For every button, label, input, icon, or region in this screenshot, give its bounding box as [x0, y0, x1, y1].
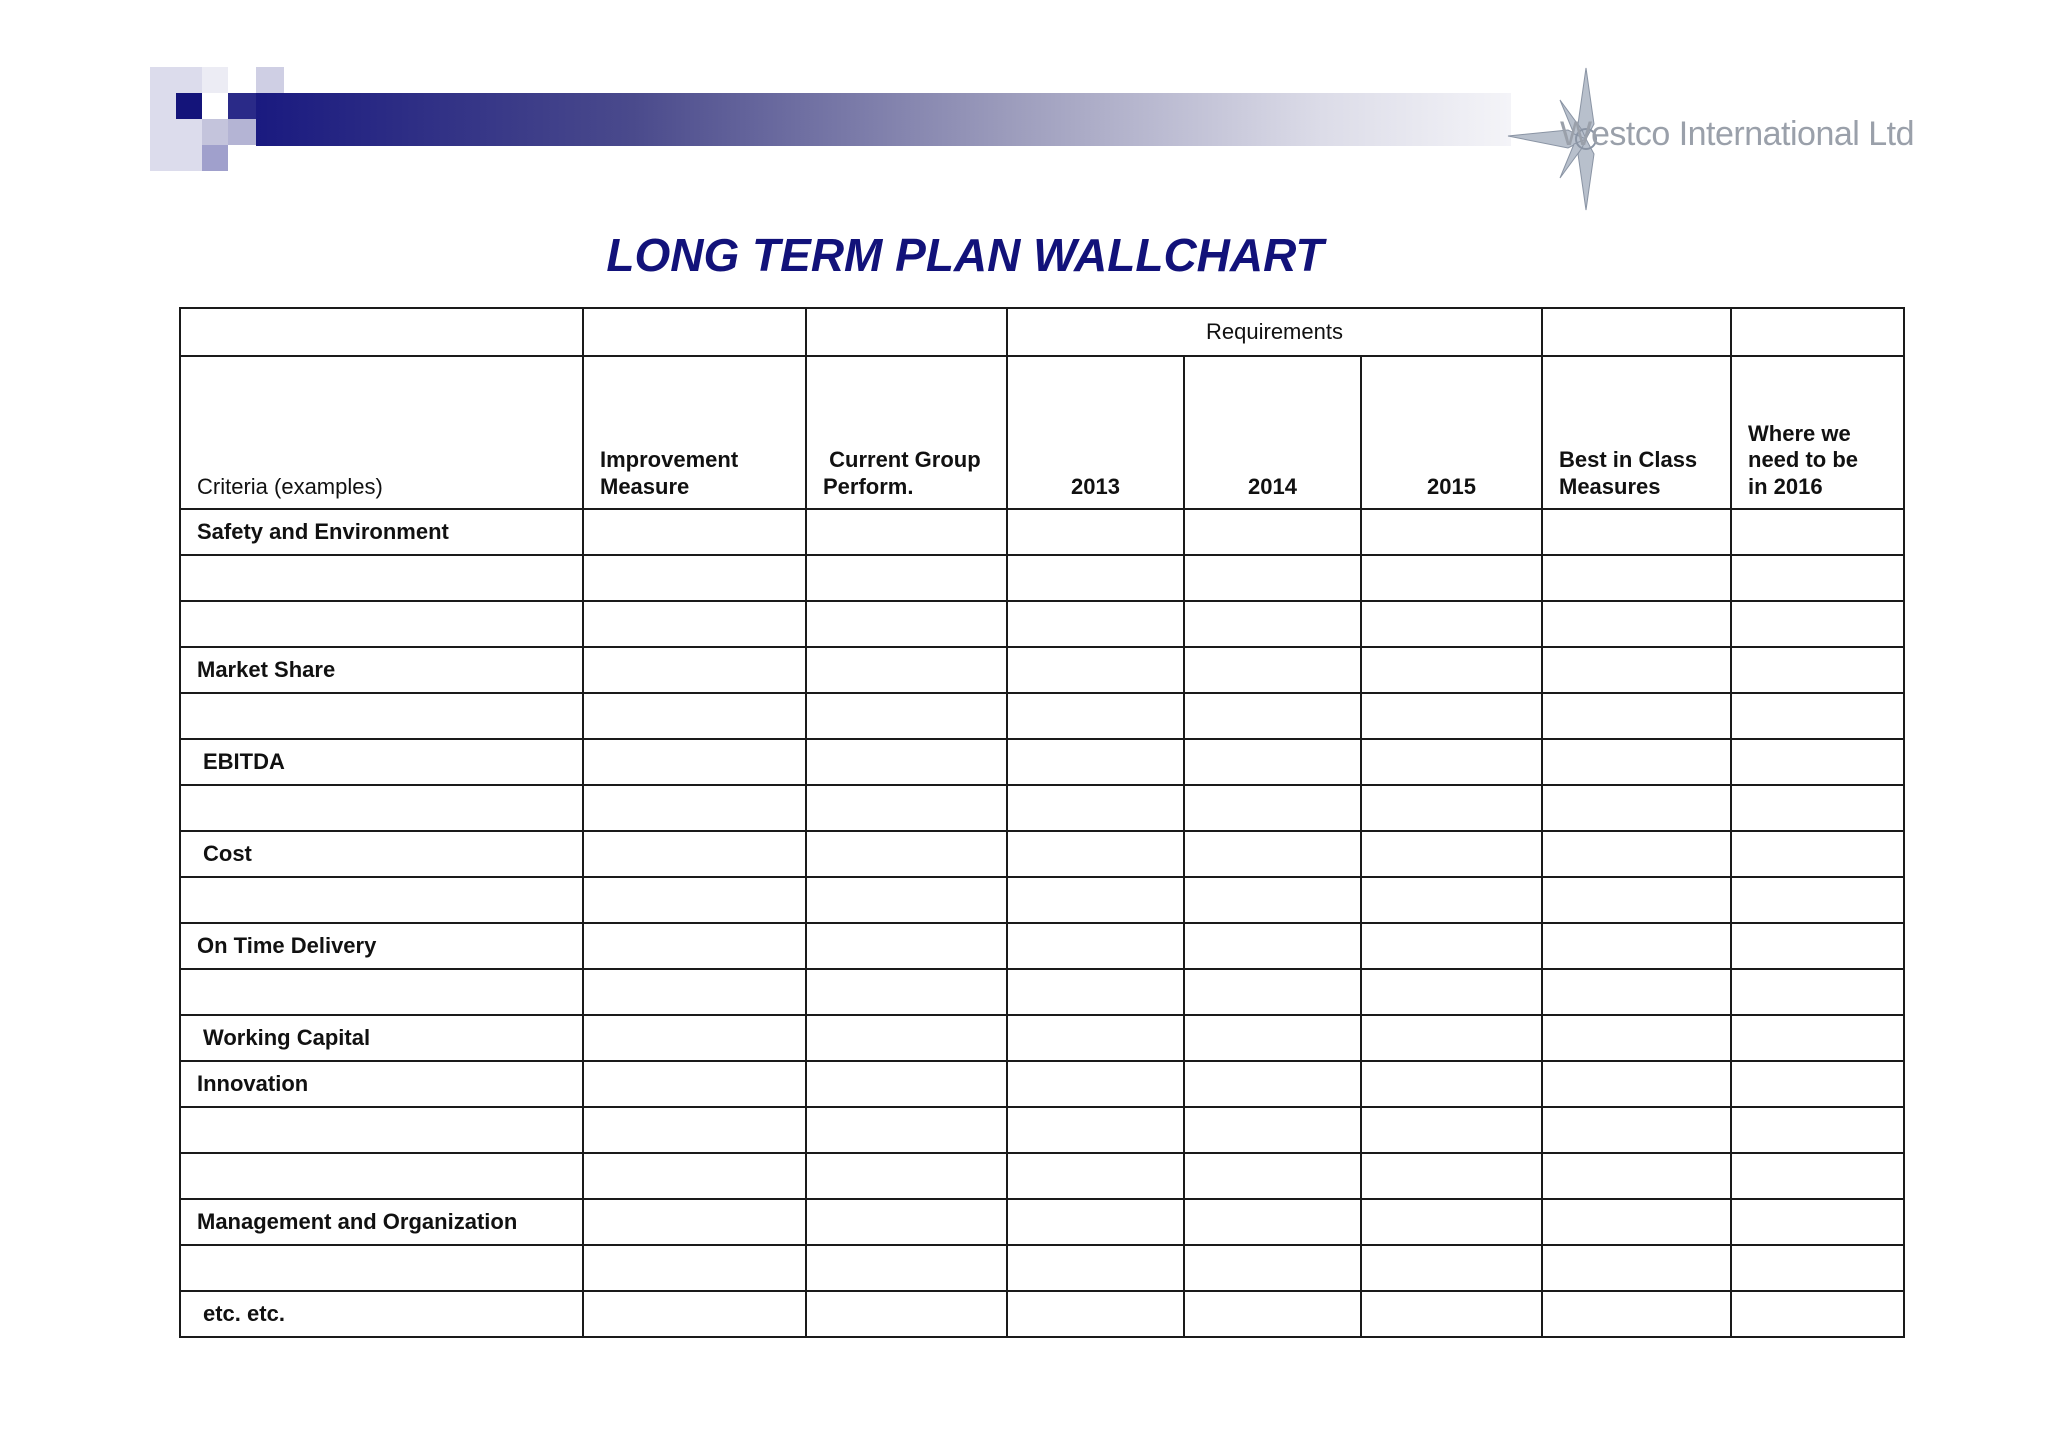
criteria-cell[interactable]: Market Share — [180, 647, 583, 693]
header-text: Where we — [1748, 420, 1851, 446]
table-row — [180, 693, 1904, 739]
year-2015-header: 2015 — [1361, 356, 1542, 509]
table-row — [180, 1199, 1904, 1245]
table-cell[interactable] — [1542, 601, 1731, 647]
table-cell[interactable] — [1361, 1291, 1542, 1337]
table-cell[interactable] — [1007, 969, 1184, 1015]
table-cell[interactable] — [806, 923, 1007, 969]
header-gradient-band — [256, 93, 1511, 146]
where-2016-header — [1731, 356, 1904, 509]
table-cell[interactable] — [806, 1245, 1007, 1291]
table-row — [180, 509, 1904, 555]
table-cell[interactable] — [1007, 509, 1184, 555]
table-cell[interactable] — [806, 1107, 1007, 1153]
table-row — [180, 831, 1904, 877]
table-cell[interactable] — [1007, 1015, 1184, 1061]
table-cell[interactable] — [1361, 555, 1542, 601]
logo-square — [150, 67, 202, 171]
header-text: Perform. — [823, 473, 914, 499]
table-row — [180, 1015, 1904, 1061]
criteria-cell[interactable]: On Time Delivery — [180, 923, 583, 969]
table-row — [180, 785, 1904, 831]
table-row — [180, 647, 1904, 693]
criteria-cell[interactable]: EBITDA — [180, 739, 583, 785]
table-cell[interactable] — [1361, 1245, 1542, 1291]
table-row — [180, 601, 1904, 647]
table-cell[interactable] — [1007, 693, 1184, 739]
table-cell[interactable] — [1361, 1107, 1542, 1153]
table-cell[interactable] — [806, 739, 1007, 785]
year-2014-header: 2014 — [1184, 356, 1361, 509]
table-row — [180, 1291, 1904, 1337]
table-cell[interactable] — [1184, 785, 1361, 831]
header-text: in 2016 — [1748, 473, 1823, 499]
group-header-row — [180, 308, 1904, 356]
table-cell[interactable] — [806, 647, 1007, 693]
table-cell[interactable] — [1731, 785, 1904, 831]
table-cell[interactable] — [1007, 1245, 1184, 1291]
table-cell[interactable] — [1542, 969, 1731, 1015]
table-cell[interactable] — [1007, 1291, 1184, 1337]
table-cell[interactable] — [1007, 1107, 1184, 1153]
table-cell[interactable] — [1007, 831, 1184, 877]
table-cell[interactable] — [1184, 923, 1361, 969]
table-cell[interactable] — [1361, 785, 1542, 831]
table-cell[interactable] — [1542, 877, 1731, 923]
table-row — [180, 923, 1904, 969]
header-text: Measure — [600, 473, 690, 499]
table-cell[interactable] — [1184, 877, 1361, 923]
table-cell[interactable] — [1007, 601, 1184, 647]
table-cell[interactable] — [806, 693, 1007, 739]
table-cell[interactable] — [1184, 1199, 1361, 1245]
table-cell[interactable] — [1731, 308, 1904, 356]
criteria-cell[interactable]: Management and Organization — [180, 1199, 583, 1245]
table-cell[interactable] — [1361, 601, 1542, 647]
table-cell[interactable] — [583, 601, 806, 647]
table-cell[interactable] — [1361, 1061, 1542, 1107]
table-row — [180, 1153, 1904, 1199]
table-cell[interactable] — [1184, 601, 1361, 647]
table-cell[interactable] — [1542, 1245, 1731, 1291]
criteria-cell[interactable]: etc. etc. — [180, 1291, 583, 1337]
wallchart-table — [179, 307, 1905, 1338]
table-row — [180, 739, 1904, 785]
header-text: Current Group — [829, 447, 981, 473]
table-cell[interactable] — [1731, 1015, 1904, 1061]
table-cell[interactable] — [1007, 1199, 1184, 1245]
table-cell[interactable] — [583, 923, 806, 969]
table-cell[interactable] — [1731, 1291, 1904, 1337]
table-cell[interactable] — [806, 1153, 1007, 1199]
table-cell[interactable] — [1361, 647, 1542, 693]
table-cell[interactable] — [1184, 969, 1361, 1015]
column-header-row — [180, 356, 1904, 509]
table-cell[interactable] — [1542, 785, 1731, 831]
criteria-cell[interactable]: Innovation — [180, 1061, 583, 1107]
page-title: LONG TERM PLAN WALLCHART — [606, 229, 1324, 281]
table-cell[interactable] — [1007, 555, 1184, 601]
header-decoration — [0, 0, 2048, 220]
logo-square — [202, 145, 228, 171]
table-cell[interactable] — [1542, 693, 1731, 739]
logo-square — [256, 67, 284, 93]
improvement-measure-header — [583, 356, 806, 509]
table-cell[interactable] — [1007, 647, 1184, 693]
table-cell[interactable] — [583, 308, 806, 356]
table-cell[interactable] — [583, 785, 806, 831]
header-text: Improvement — [600, 447, 739, 473]
table-cell[interactable] — [1731, 601, 1904, 647]
table-row — [180, 969, 1904, 1015]
table-cell[interactable] — [806, 877, 1007, 923]
company-name: Westco International Ltd — [1560, 115, 1915, 153]
table-cell[interactable] — [1007, 923, 1184, 969]
table-row — [180, 1245, 1904, 1291]
table-cell[interactable] — [1184, 509, 1361, 555]
table-cell[interactable] — [1361, 1015, 1542, 1061]
criteria-header — [180, 356, 583, 509]
table-cell[interactable] — [583, 831, 806, 877]
table-cell[interactable] — [180, 308, 583, 356]
table-cell[interactable] — [806, 1061, 1007, 1107]
table-cell[interactable] — [1731, 555, 1904, 601]
current-group-header — [806, 356, 1007, 509]
table-cell[interactable] — [1731, 923, 1904, 969]
table-row — [180, 1107, 1904, 1153]
table-cell[interactable] — [1731, 877, 1904, 923]
criteria-cell[interactable] — [180, 601, 583, 647]
table-cell[interactable] — [806, 1015, 1007, 1061]
table-cell[interactable] — [1007, 739, 1184, 785]
table-cell[interactable] — [1007, 785, 1184, 831]
table-cell[interactable] — [1361, 969, 1542, 1015]
table-cell[interactable] — [1184, 1107, 1361, 1153]
requirements-header: Requirements — [1007, 308, 1542, 356]
table-cell[interactable] — [1184, 1291, 1361, 1337]
table-cell[interactable] — [583, 969, 806, 1015]
table-cell[interactable] — [1361, 831, 1542, 877]
table-cell[interactable] — [583, 1153, 806, 1199]
table-cell[interactable] — [1542, 1291, 1731, 1337]
table-cell[interactable] — [583, 1061, 806, 1107]
table-cell[interactable] — [583, 509, 806, 555]
criteria-cell[interactable] — [180, 693, 583, 739]
table-cell[interactable] — [1542, 1199, 1731, 1245]
header-text: Best in Class — [1559, 447, 1698, 473]
table-row — [180, 555, 1904, 601]
table-cell[interactable] — [1184, 1245, 1361, 1291]
table-row — [180, 877, 1904, 923]
table-cell[interactable] — [583, 647, 806, 693]
table-cell[interactable] — [1361, 877, 1542, 923]
table-cell[interactable] — [806, 1199, 1007, 1245]
table-cell[interactable] — [1184, 739, 1361, 785]
logo-square — [228, 119, 256, 145]
table-cell[interactable] — [583, 1291, 806, 1337]
table-cell[interactable] — [1542, 1107, 1731, 1153]
table-cell[interactable] — [1542, 831, 1731, 877]
year-2013-header: 2013 — [1007, 356, 1184, 509]
table-cell[interactable] — [1542, 1015, 1731, 1061]
table-cell[interactable] — [806, 785, 1007, 831]
table-cell[interactable] — [1184, 1015, 1361, 1061]
table-cell[interactable] — [1542, 923, 1731, 969]
table-cell[interactable] — [1731, 1199, 1904, 1245]
criteria-cell[interactable] — [180, 1245, 583, 1291]
table-cell[interactable] — [583, 1107, 806, 1153]
criteria-cell[interactable]: Working Capital — [180, 1015, 583, 1061]
table-cell[interactable] — [1731, 693, 1904, 739]
table-cell[interactable] — [1731, 1245, 1904, 1291]
table-cell[interactable] — [1731, 831, 1904, 877]
criteria-cell[interactable] — [180, 1153, 583, 1199]
table-cell[interactable] — [806, 831, 1007, 877]
table-cell[interactable] — [1184, 831, 1361, 877]
table-cell[interactable] — [583, 877, 806, 923]
table-cell[interactable] — [1184, 1153, 1361, 1199]
table-row — [180, 1061, 1904, 1107]
table-cell[interactable] — [806, 601, 1007, 647]
table-cell[interactable] — [1361, 693, 1542, 739]
table-cell[interactable] — [1361, 509, 1542, 555]
criteria-cell[interactable] — [180, 969, 583, 1015]
table-cell[interactable] — [1542, 509, 1731, 555]
table-cell[interactable] — [1542, 308, 1731, 356]
table-cell[interactable] — [1007, 877, 1184, 923]
table-cell[interactable] — [583, 1015, 806, 1061]
table-cell[interactable] — [1361, 923, 1542, 969]
table-cell[interactable] — [1542, 739, 1731, 785]
table-cell[interactable] — [583, 739, 806, 785]
table-cell[interactable] — [1731, 1153, 1904, 1199]
table-cell[interactable] — [1361, 739, 1542, 785]
table-cell[interactable] — [1184, 647, 1361, 693]
table-cell[interactable] — [1542, 1153, 1731, 1199]
table-cell[interactable] — [1542, 555, 1731, 601]
table-cell[interactable] — [806, 308, 1007, 356]
table-cell[interactable] — [583, 693, 806, 739]
logo-square — [202, 67, 228, 93]
table-cell[interactable] — [1731, 509, 1904, 555]
criteria-cell[interactable]: Safety and Environment — [180, 509, 583, 555]
table-cell[interactable] — [1184, 693, 1361, 739]
table-cell[interactable] — [806, 555, 1007, 601]
criteria-cell[interactable] — [180, 877, 583, 923]
table-cell[interactable] — [1542, 1061, 1731, 1107]
table-cell[interactable] — [1731, 1061, 1904, 1107]
header-text: Measures — [1559, 473, 1661, 499]
table-cell[interactable] — [1007, 1061, 1184, 1107]
table-cell[interactable] — [1361, 1199, 1542, 1245]
header-text: need to be — [1748, 447, 1859, 473]
criteria-cell[interactable] — [180, 1107, 583, 1153]
table-cell[interactable] — [1731, 1107, 1904, 1153]
table-cell[interactable] — [1731, 647, 1904, 693]
criteria-cell[interactable] — [180, 785, 583, 831]
logo-square — [202, 119, 228, 145]
table-cell[interactable] — [806, 969, 1007, 1015]
table-cell[interactable] — [806, 1291, 1007, 1337]
table-cell[interactable] — [583, 1199, 806, 1245]
criteria-cell[interactable]: Cost — [180, 831, 583, 877]
table-cell[interactable] — [1731, 969, 1904, 1015]
criteria-cell[interactable] — [180, 555, 583, 601]
table-cell[interactable] — [583, 1245, 806, 1291]
table-cell[interactable] — [1007, 1153, 1184, 1199]
table-cell[interactable] — [583, 555, 806, 601]
table-cell[interactable] — [806, 509, 1007, 555]
table-cell[interactable] — [1184, 1061, 1361, 1107]
best-in-class-header — [1542, 356, 1731, 509]
header-text: Criteria (examples) — [197, 473, 383, 499]
logo-square — [228, 93, 256, 119]
logo-square — [176, 93, 202, 119]
table-cell[interactable] — [1542, 647, 1731, 693]
table-cell[interactable] — [1731, 739, 1904, 785]
table-cell[interactable] — [1184, 555, 1361, 601]
table-cell[interactable] — [1361, 1153, 1542, 1199]
